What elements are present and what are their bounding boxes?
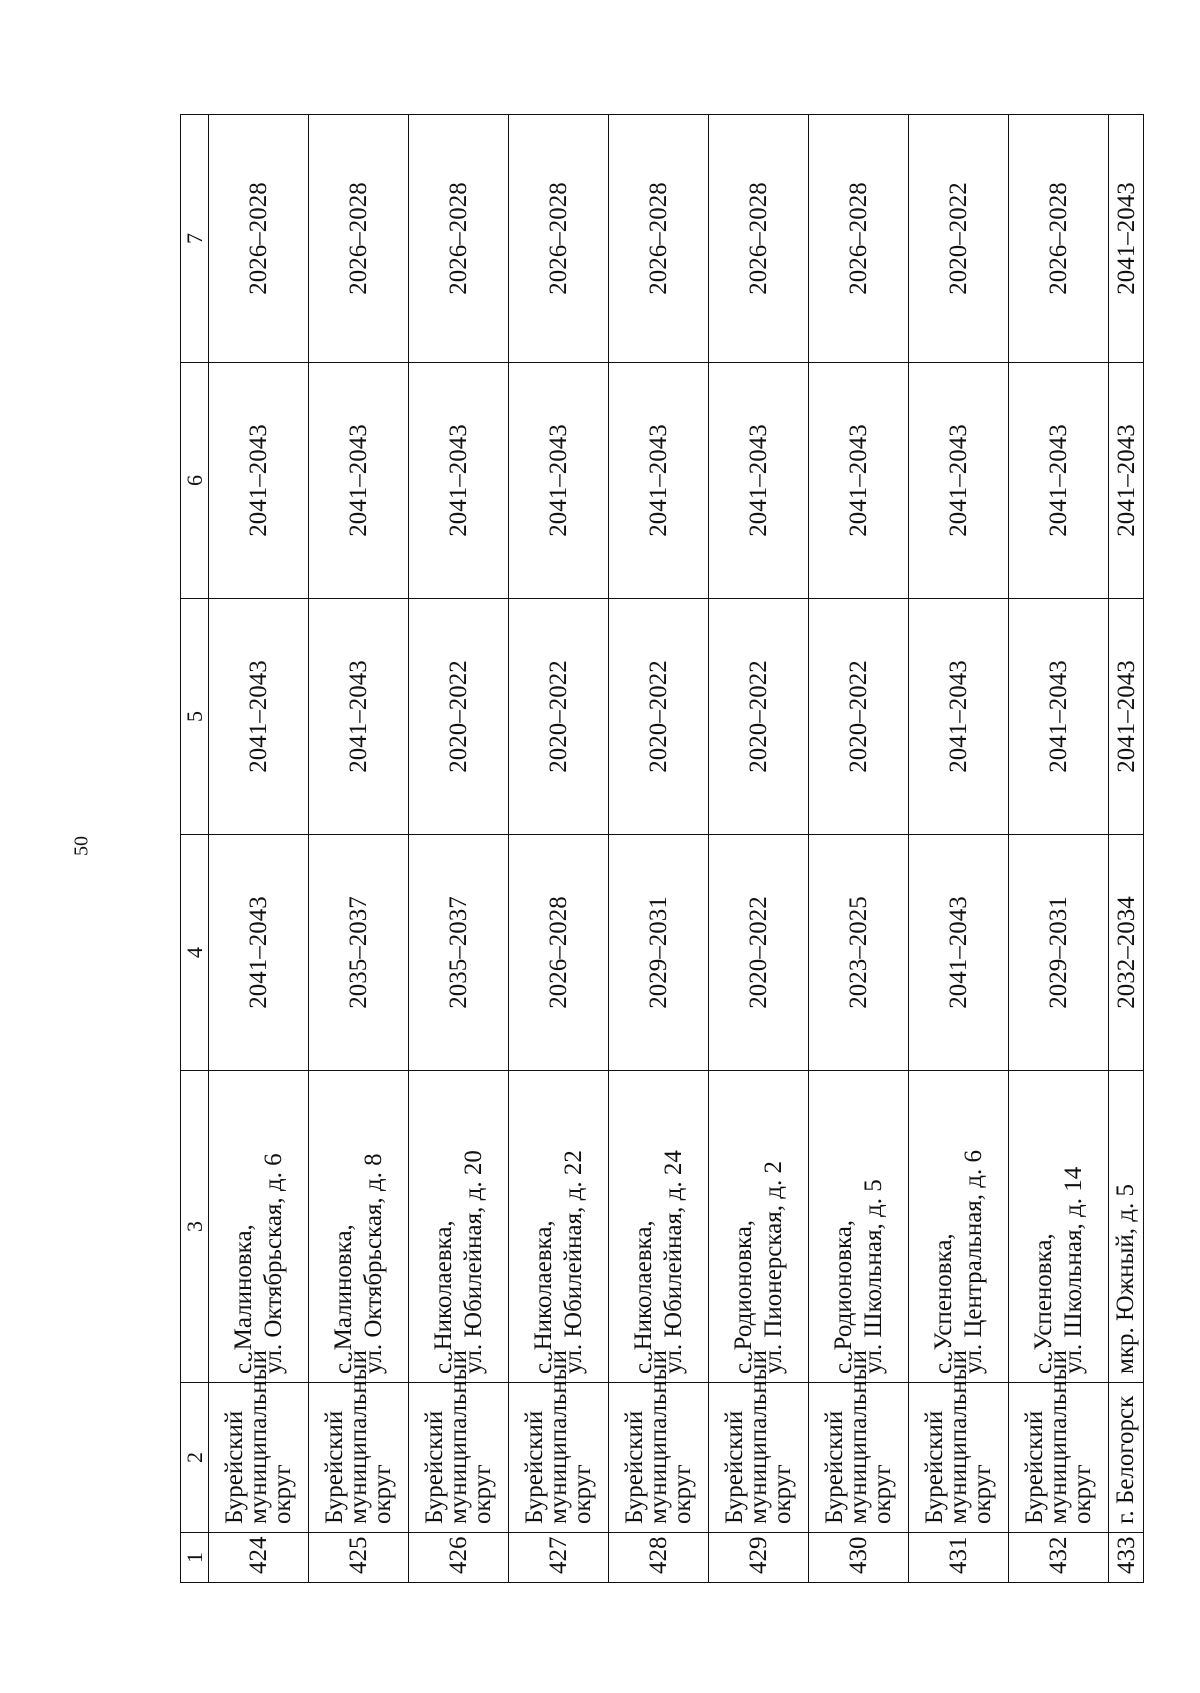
district-cell [609, 1350, 709, 1533]
district-line: Бурейский [1020, 1410, 1048, 1524]
district-line: округ [368, 1464, 396, 1524]
period-cell-col4: 2041–2043 [209, 835, 309, 1071]
period-cell-col5: 2041–2043 [1009, 599, 1109, 835]
period-cell-col6: 2041–2043 [909, 363, 1009, 599]
district-cell [509, 1350, 609, 1533]
period-cell-col6: 2041–2043 [709, 363, 809, 599]
district-line: Бурейский [220, 1410, 248, 1524]
address-line: ул. Октябрьская, д. 8 [359, 1153, 387, 1374]
district-line: округ [1068, 1464, 1096, 1524]
period-cell-col5: 2020–2022 [509, 599, 609, 835]
period-cell-col7: 2026–2028 [1009, 115, 1109, 363]
period-cell-col4: 2035–2037 [409, 835, 509, 1071]
address-cell [1109, 1071, 1144, 1383]
address-cell [509, 1071, 609, 1383]
address-cell [309, 1071, 409, 1383]
period-cell-col7: 2026–2028 [209, 115, 309, 363]
table-row [609, 115, 709, 1583]
address-line: с. Николаевка, [629, 1220, 657, 1374]
district-line: муниципальный [944, 1350, 972, 1524]
period-cell-col5: 2041–2043 [209, 599, 309, 835]
address-cell [809, 1071, 909, 1383]
address-cell [609, 1071, 709, 1383]
district-line: муниципальный [1044, 1350, 1072, 1524]
address-line: ул. Школьная, д. 14 [1059, 1166, 1087, 1374]
address-line: с. Успеновка, [929, 1233, 957, 1374]
address-cell [1009, 1071, 1109, 1383]
table-row [909, 115, 1009, 1583]
period-cell-col7: 2041–2043 [1109, 115, 1144, 363]
address-line: ул. Октябрьская, д. 6 [259, 1153, 287, 1374]
address-line: ул. Юбилейная, д. 20 [459, 1150, 487, 1374]
address-line: с. Родионовка, [729, 1219, 757, 1374]
district-cell [209, 1350, 309, 1533]
district-line: округ [768, 1464, 796, 1524]
column-header-2: 2 [181, 1383, 209, 1533]
table-row [209, 115, 309, 1583]
period-cell-col5: 2020–2022 [609, 599, 709, 835]
district-line: муниципальный [444, 1350, 472, 1524]
district-line: округ [868, 1464, 896, 1524]
address-cell [409, 1071, 509, 1383]
table-row [409, 115, 509, 1583]
rotated-table-container [180, 115, 1140, 1583]
period-cell-col7: 2026–2028 [609, 115, 709, 363]
column-header-3: 3 [181, 1071, 209, 1383]
table-row [809, 115, 909, 1583]
page-number: 50 [70, 836, 93, 856]
district-cell [409, 1350, 509, 1533]
period-cell-col4: 2020–2022 [709, 835, 809, 1071]
period-cell-col6: 2041–2043 [1009, 363, 1109, 599]
district-line: округ [568, 1464, 596, 1524]
district-line: Бурейский [420, 1410, 448, 1524]
column-header-5: 5 [181, 599, 209, 835]
period-cell-col6: 2041–2043 [1109, 363, 1144, 599]
row-number: 425 [309, 1533, 409, 1583]
district-line: г. Белогорск [1112, 1395, 1139, 1524]
period-cell-col4: 2023–2025 [809, 835, 909, 1071]
period-cell-col7: 2026–2028 [309, 115, 409, 363]
column-header-6: 6 [181, 363, 209, 599]
address-line: ул. Центральная, д. 6 [959, 1149, 987, 1374]
column-header-1: 1 [181, 1533, 209, 1583]
period-cell-col4: 2029–2031 [609, 835, 709, 1071]
district-line: Бурейский [920, 1410, 948, 1524]
period-cell-col5: 2041–2043 [909, 599, 1009, 835]
table-row [309, 115, 409, 1583]
period-cell-col5: 2041–2043 [309, 599, 409, 835]
address-cell [209, 1071, 309, 1383]
row-number: 433 [1109, 1533, 1144, 1583]
district-cell [809, 1350, 909, 1533]
address-line: ул. Юбилейная, д. 22 [559, 1150, 587, 1374]
period-cell-col7: 2026–2028 [509, 115, 609, 363]
period-cell-col5: 2020–2022 [409, 599, 509, 835]
row-number: 426 [409, 1533, 509, 1583]
period-cell-col4: 2026–2028 [509, 835, 609, 1071]
district-line: муниципальный [744, 1350, 772, 1524]
district-line: Бурейский [820, 1410, 848, 1524]
address-line: с. Малиновка, [329, 1224, 357, 1374]
table-body [209, 115, 1144, 1583]
row-number: 428 [609, 1533, 709, 1583]
period-cell-col5: 2020–2022 [809, 599, 909, 835]
period-cell-col7: 2026–2028 [409, 115, 509, 363]
period-cell-col6: 2041–2043 [409, 363, 509, 599]
period-cell-col7: 2026–2028 [709, 115, 809, 363]
address-line: с. Николаевка, [429, 1220, 457, 1374]
row-number: 430 [809, 1533, 909, 1583]
district-line: округ [468, 1464, 496, 1524]
period-cell-col7: 2020–2022 [909, 115, 1009, 363]
address-line: мкр. Южный, д. 5 [1112, 1183, 1139, 1374]
row-number: 427 [509, 1533, 609, 1583]
period-cell-col4: 2029–2031 [1009, 835, 1109, 1071]
table-row [1109, 115, 1144, 1583]
table-row [509, 115, 609, 1583]
address-cell [709, 1071, 809, 1383]
district-line: муниципальный [344, 1350, 372, 1524]
district-line: муниципальный [844, 1350, 872, 1524]
district-line: округ [968, 1464, 996, 1524]
district-line: округ [668, 1464, 696, 1524]
district-cell [1009, 1350, 1109, 1533]
period-cell-col4: 2035–2037 [309, 835, 409, 1071]
address-line: с. Успеновка, [1029, 1233, 1057, 1374]
address-cell [909, 1071, 1009, 1383]
address-line: ул. Школьная, д. 5 [859, 1179, 887, 1374]
table-row [1009, 115, 1109, 1583]
district-cell [309, 1350, 409, 1533]
period-cell-col5: 2041–2043 [1109, 599, 1144, 835]
address-line: ул. Пионерская, д. 2 [759, 1161, 787, 1374]
district-line: Бурейский [520, 1410, 548, 1524]
district-line: муниципальный [544, 1350, 572, 1524]
period-cell-col6: 2041–2043 [209, 363, 309, 599]
district-line: Бурейский [620, 1410, 648, 1524]
period-cell-col5: 2020–2022 [709, 599, 809, 835]
period-cell-col6: 2041–2043 [309, 363, 409, 599]
district-line: округ [268, 1464, 296, 1524]
period-cell-col4: 2032–2034 [1109, 835, 1144, 1071]
period-cell-col6: 2041–2043 [509, 363, 609, 599]
row-number: 432 [1009, 1533, 1109, 1583]
row-number: 429 [709, 1533, 809, 1583]
address-line: с. Малиновка, [229, 1224, 257, 1374]
period-cell-col6: 2041–2043 [609, 363, 709, 599]
district-line: Бурейский [720, 1410, 748, 1524]
period-cell-col6: 2041–2043 [809, 363, 909, 599]
district-line: муниципальный [644, 1350, 672, 1524]
column-header-4: 4 [181, 835, 209, 1071]
district-cell [709, 1350, 809, 1533]
district-line: Бурейский [320, 1410, 348, 1524]
row-number: 431 [909, 1533, 1009, 1583]
address-line: с. Родионовка, [829, 1219, 857, 1374]
address-line: ул. Юбилейная, д. 24 [659, 1150, 687, 1374]
period-cell-col4: 2041–2043 [909, 835, 1009, 1071]
address-line: с. Николаевка, [529, 1220, 557, 1374]
column-header-7: 7 [181, 115, 209, 363]
row-number: 424 [209, 1533, 309, 1583]
district-line: муниципальный [244, 1350, 272, 1524]
schedule-table [180, 114, 1144, 1583]
table-row [709, 115, 809, 1583]
district-cell [1109, 1383, 1144, 1533]
period-cell-col7: 2026–2028 [809, 115, 909, 363]
header-row [181, 115, 209, 1583]
district-cell [909, 1350, 1009, 1533]
